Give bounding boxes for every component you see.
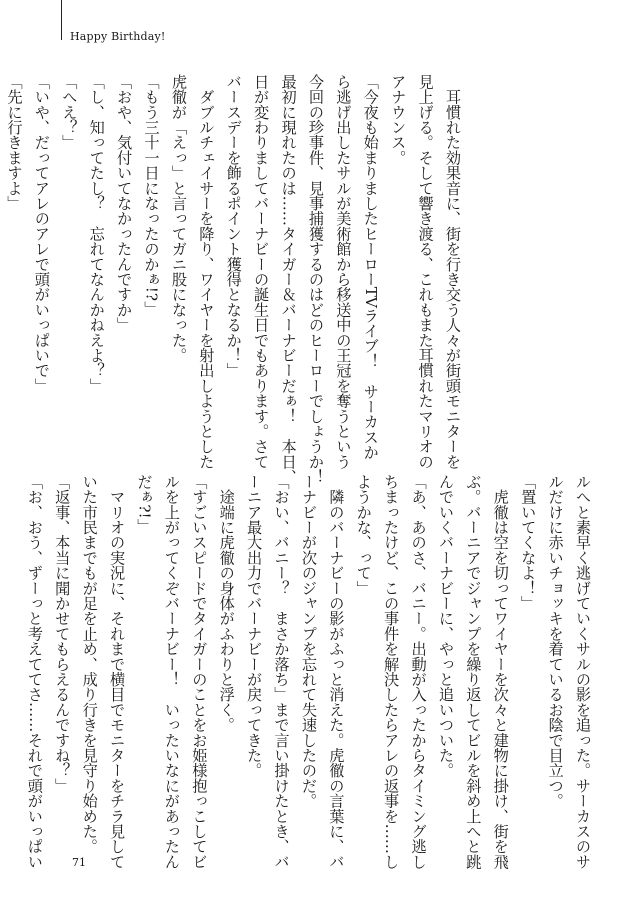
text-line: バースデーを飾るポイント獲得となるか！」	[224, 74, 243, 378]
running-head: Happy Birthday!	[70, 30, 166, 43]
text-line: ルへと素早く逃げていくサルの影を追った。サーカスのサ	[574, 474, 592, 870]
text-line: 最初に現れたのは……タイガー＆バーナビーだぁ！ 本日、	[279, 74, 298, 485]
text-line: んでいくバーナビーに、やっと追いついた。	[436, 474, 455, 778]
page-number: 71	[72, 856, 86, 869]
text-line: 「し、知ってたし？ 忘れてなんかねえよ？」	[87, 74, 106, 394]
text-line: いた市民までもが足を止め、成り行きを見守り始めた。	[80, 474, 99, 854]
text-line: 途端に虎徹の身体がふわりと浮く。	[217, 474, 236, 733]
text-line: 「おや、気付いてなかったんですか」	[115, 74, 134, 333]
text-line: ら逃げ出したサルが美術館から移送中の王冠を奪うという	[334, 74, 353, 470]
text-line: 今回の珍事件、見事捕獲するのはどのヒーローでしょうか！	[306, 74, 325, 485]
text-line: 「置いてくなよ！」	[519, 474, 538, 611]
text-line: 「おい、バニー？ まさか落ち」まで言い掛けたとき、バ	[272, 474, 291, 870]
text-line: 耳慣れた効果音に、街を行き交う人々が街頭モニターを	[444, 74, 462, 470]
text-line: 「いや、だってアレのアレで頭がいっぱいで」	[32, 74, 51, 394]
text-line: アナウンス。	[389, 74, 408, 166]
text-block-upper	[5, 74, 466, 485]
text-line: ダブルチェイサーを降り、ワイヤーを射出しようとした	[197, 74, 216, 470]
text-line: 隣のバーナビーの影がふっと消えた。虎徹の言葉に、バ	[327, 474, 346, 870]
text-line: 「返事、本当に聞かせてもらえるんですね？」	[53, 474, 72, 794]
text-line: ーナビーが次のジャンプを忘れて失速したのだ。	[299, 474, 318, 809]
text-line: ちまったけど、この事件を解決したらアレの返事を……し	[382, 474, 401, 870]
text-line: 虎徹は空を切ってワイヤーを次々と建物に掛け、街を飛	[491, 474, 510, 870]
text-line: ーニア最大出力でバーナビーが戻ってきた。	[245, 474, 264, 778]
text-line: 「すごいスピードでタイガーのことをお姫様抱っこしてビ	[190, 474, 209, 870]
text-line: ぶ。バーニアでジャンプを繰り返してビルを斜め上へと跳	[464, 474, 483, 870]
text-line: 虎徹が「えっ」と言ってガニ股になった。	[169, 74, 188, 363]
text-line: 「もう三十一日になったのかぁ!?」	[142, 74, 161, 317]
text-line: 「先に行きますよ」	[5, 74, 24, 211]
text-line: 「お、おう、ずーっと考えててさ……それで頭がいっぱい	[25, 474, 44, 870]
header-rule	[61, 0, 62, 40]
text-line: 日が変わりましてバーナビーの誕生日でもあります。さて	[252, 74, 271, 470]
text-line: マリオの実況に、それまで横目でモニターをチラ見して	[108, 474, 127, 870]
text-line: 「へえ？」	[60, 74, 79, 150]
text-line: ルを上がってくぞバーナビー！ いったいなにがあったん	[162, 474, 181, 870]
text-line: 「今夜も始まりましたヒーローTVライブ！ サーカスか	[361, 74, 380, 460]
text-line: だぁ?!」	[135, 474, 154, 534]
text-line: ようかな、って」	[354, 474, 373, 596]
text-line: 「あ、あのさ、バニー。出動が入ったからタイミング逃し	[409, 474, 428, 870]
text-line: ルだけに赤いチョッキを着ているお陰で目立つ。	[546, 474, 565, 809]
text-line: 見上げる。そして響き渡る、これもまた耳慣れたマリオの	[416, 74, 435, 470]
